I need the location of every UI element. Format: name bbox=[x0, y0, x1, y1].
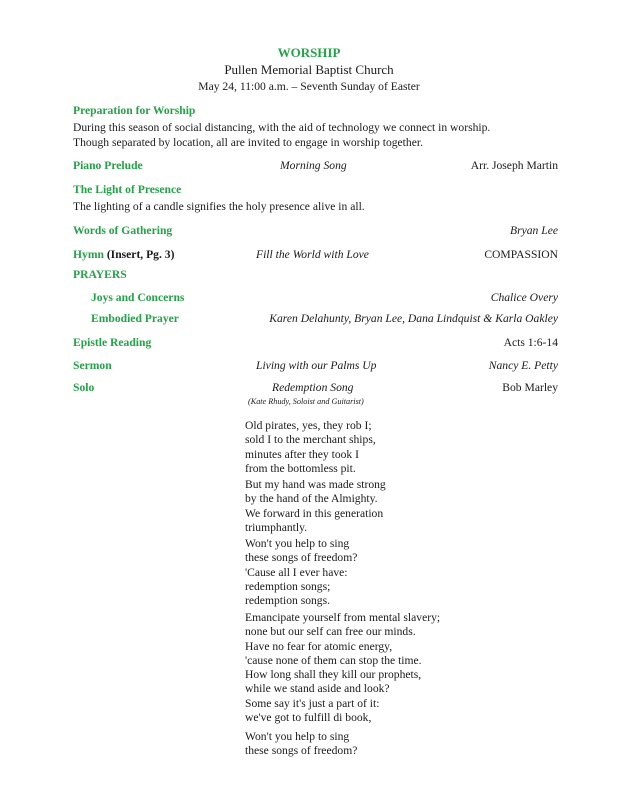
solo-performer: (Kate Rhudy, Soloist and Guitarist) bbox=[248, 397, 364, 406]
hymn-title: Fill the World with Love bbox=[256, 248, 369, 261]
lyric-line: minutes after they took I bbox=[245, 447, 359, 461]
preparation-heading: Preparation for Worship bbox=[73, 104, 196, 117]
prelude-title: Morning Song bbox=[280, 159, 347, 172]
lyric-line: Old pirates, yes, they rob I; bbox=[245, 419, 372, 432]
embodied-label: Embodied Prayer bbox=[91, 312, 179, 325]
lyric-line: none but our self can free our minds. bbox=[245, 625, 416, 639]
sermon-credit: Nancy E. Petty bbox=[488, 359, 558, 372]
preparation-text-1: During this season of social distancing, with the aid of technology we connect in worship. bbox=[73, 121, 491, 134]
lyric-line: Won't you help to sing bbox=[245, 537, 350, 550]
lyric-line: by the hand of the Almighty. bbox=[245, 492, 378, 506]
lyric-line: Won't you help to sing bbox=[245, 730, 350, 743]
lyric-line: these songs of freedom? bbox=[245, 744, 358, 758]
solo-credit: Bob Marley bbox=[502, 381, 558, 394]
prelude-credit: Arr. Joseph Martin bbox=[470, 159, 558, 172]
church-name: Pullen Memorial Baptist Church bbox=[224, 62, 394, 77]
light-heading: The Light of Presence bbox=[73, 183, 182, 196]
lyric-line: these songs of freedom? bbox=[245, 551, 358, 565]
lyrics-stanza-2 bbox=[245, 478, 386, 535]
lyrics-stanza-4 bbox=[245, 611, 440, 725]
lyric-line: Emancipate yourself from mental slavery; bbox=[245, 611, 441, 624]
lyric-line: from the bottomless pit. bbox=[245, 461, 356, 475]
lyric-line: We forward in this generation bbox=[245, 506, 384, 520]
lyric-line: redemption songs; bbox=[245, 579, 331, 593]
lyric-line: we've got to fulfill di book, bbox=[245, 711, 372, 725]
preparation-text-2: Though separated by location, all are invited to engage in worship together. bbox=[73, 136, 423, 149]
solo-title: Redemption Song bbox=[272, 381, 354, 394]
prayers-heading: PRAYERS bbox=[73, 268, 127, 281]
hymn-label: Hymn bbox=[73, 248, 104, 261]
epistle-label: Epistle Reading bbox=[73, 336, 152, 349]
gathering-label: Words of Gathering bbox=[73, 224, 173, 237]
joys-label: Joys and Concerns bbox=[91, 291, 185, 304]
hymn-label-line bbox=[73, 248, 174, 261]
service-date: May 24, 11:00 a.m. – Seventh Sunday of Easter bbox=[198, 80, 420, 93]
lyrics-stanza-3 bbox=[245, 537, 357, 608]
page-title: WORSHIP bbox=[277, 45, 341, 60]
lyric-line: sold I to the merchant ships, bbox=[245, 433, 376, 447]
lyric-line: Some say it's just a part of it: bbox=[245, 696, 380, 710]
lyric-line: How long shall they kill our prophets, bbox=[245, 668, 422, 682]
lyric-line: triumphantly. bbox=[245, 520, 308, 534]
light-text: The lighting of a candle signifies the holy presence alive in all. bbox=[73, 200, 365, 213]
lyric-line: But my hand was made strong bbox=[245, 478, 386, 491]
lyric-line: 'Cause all I ever have: bbox=[245, 565, 348, 579]
hymn-tune: COMPASSION bbox=[484, 248, 558, 261]
prelude-label: Piano Prelude bbox=[73, 159, 143, 172]
lyrics-stanza-1 bbox=[245, 419, 376, 476]
lyric-line: Have no fear for atomic energy, bbox=[245, 639, 393, 653]
solo-label: Solo bbox=[73, 381, 95, 394]
lyrics-stanza-5 bbox=[245, 730, 357, 759]
sermon-label: Sermon bbox=[73, 359, 112, 372]
embodied-credit: Karen Delahunty, Bryan Lee, Dana Lindquist & Karla Oakley bbox=[269, 312, 558, 325]
joys-credit: Chalice Overy bbox=[490, 291, 558, 304]
sermon-title: Living with our Palms Up bbox=[256, 359, 377, 372]
hymn-note: (Insert, Pg. 3) bbox=[103, 248, 175, 261]
lyric-line: redemption songs. bbox=[245, 594, 331, 608]
epistle-ref: Acts 1:6-14 bbox=[503, 336, 558, 349]
lyric-line: while we stand aside and look? bbox=[245, 682, 390, 696]
gathering-credit: Bryan Lee bbox=[510, 224, 558, 237]
lyric-line: 'cause none of them can stop the time. bbox=[245, 653, 422, 667]
